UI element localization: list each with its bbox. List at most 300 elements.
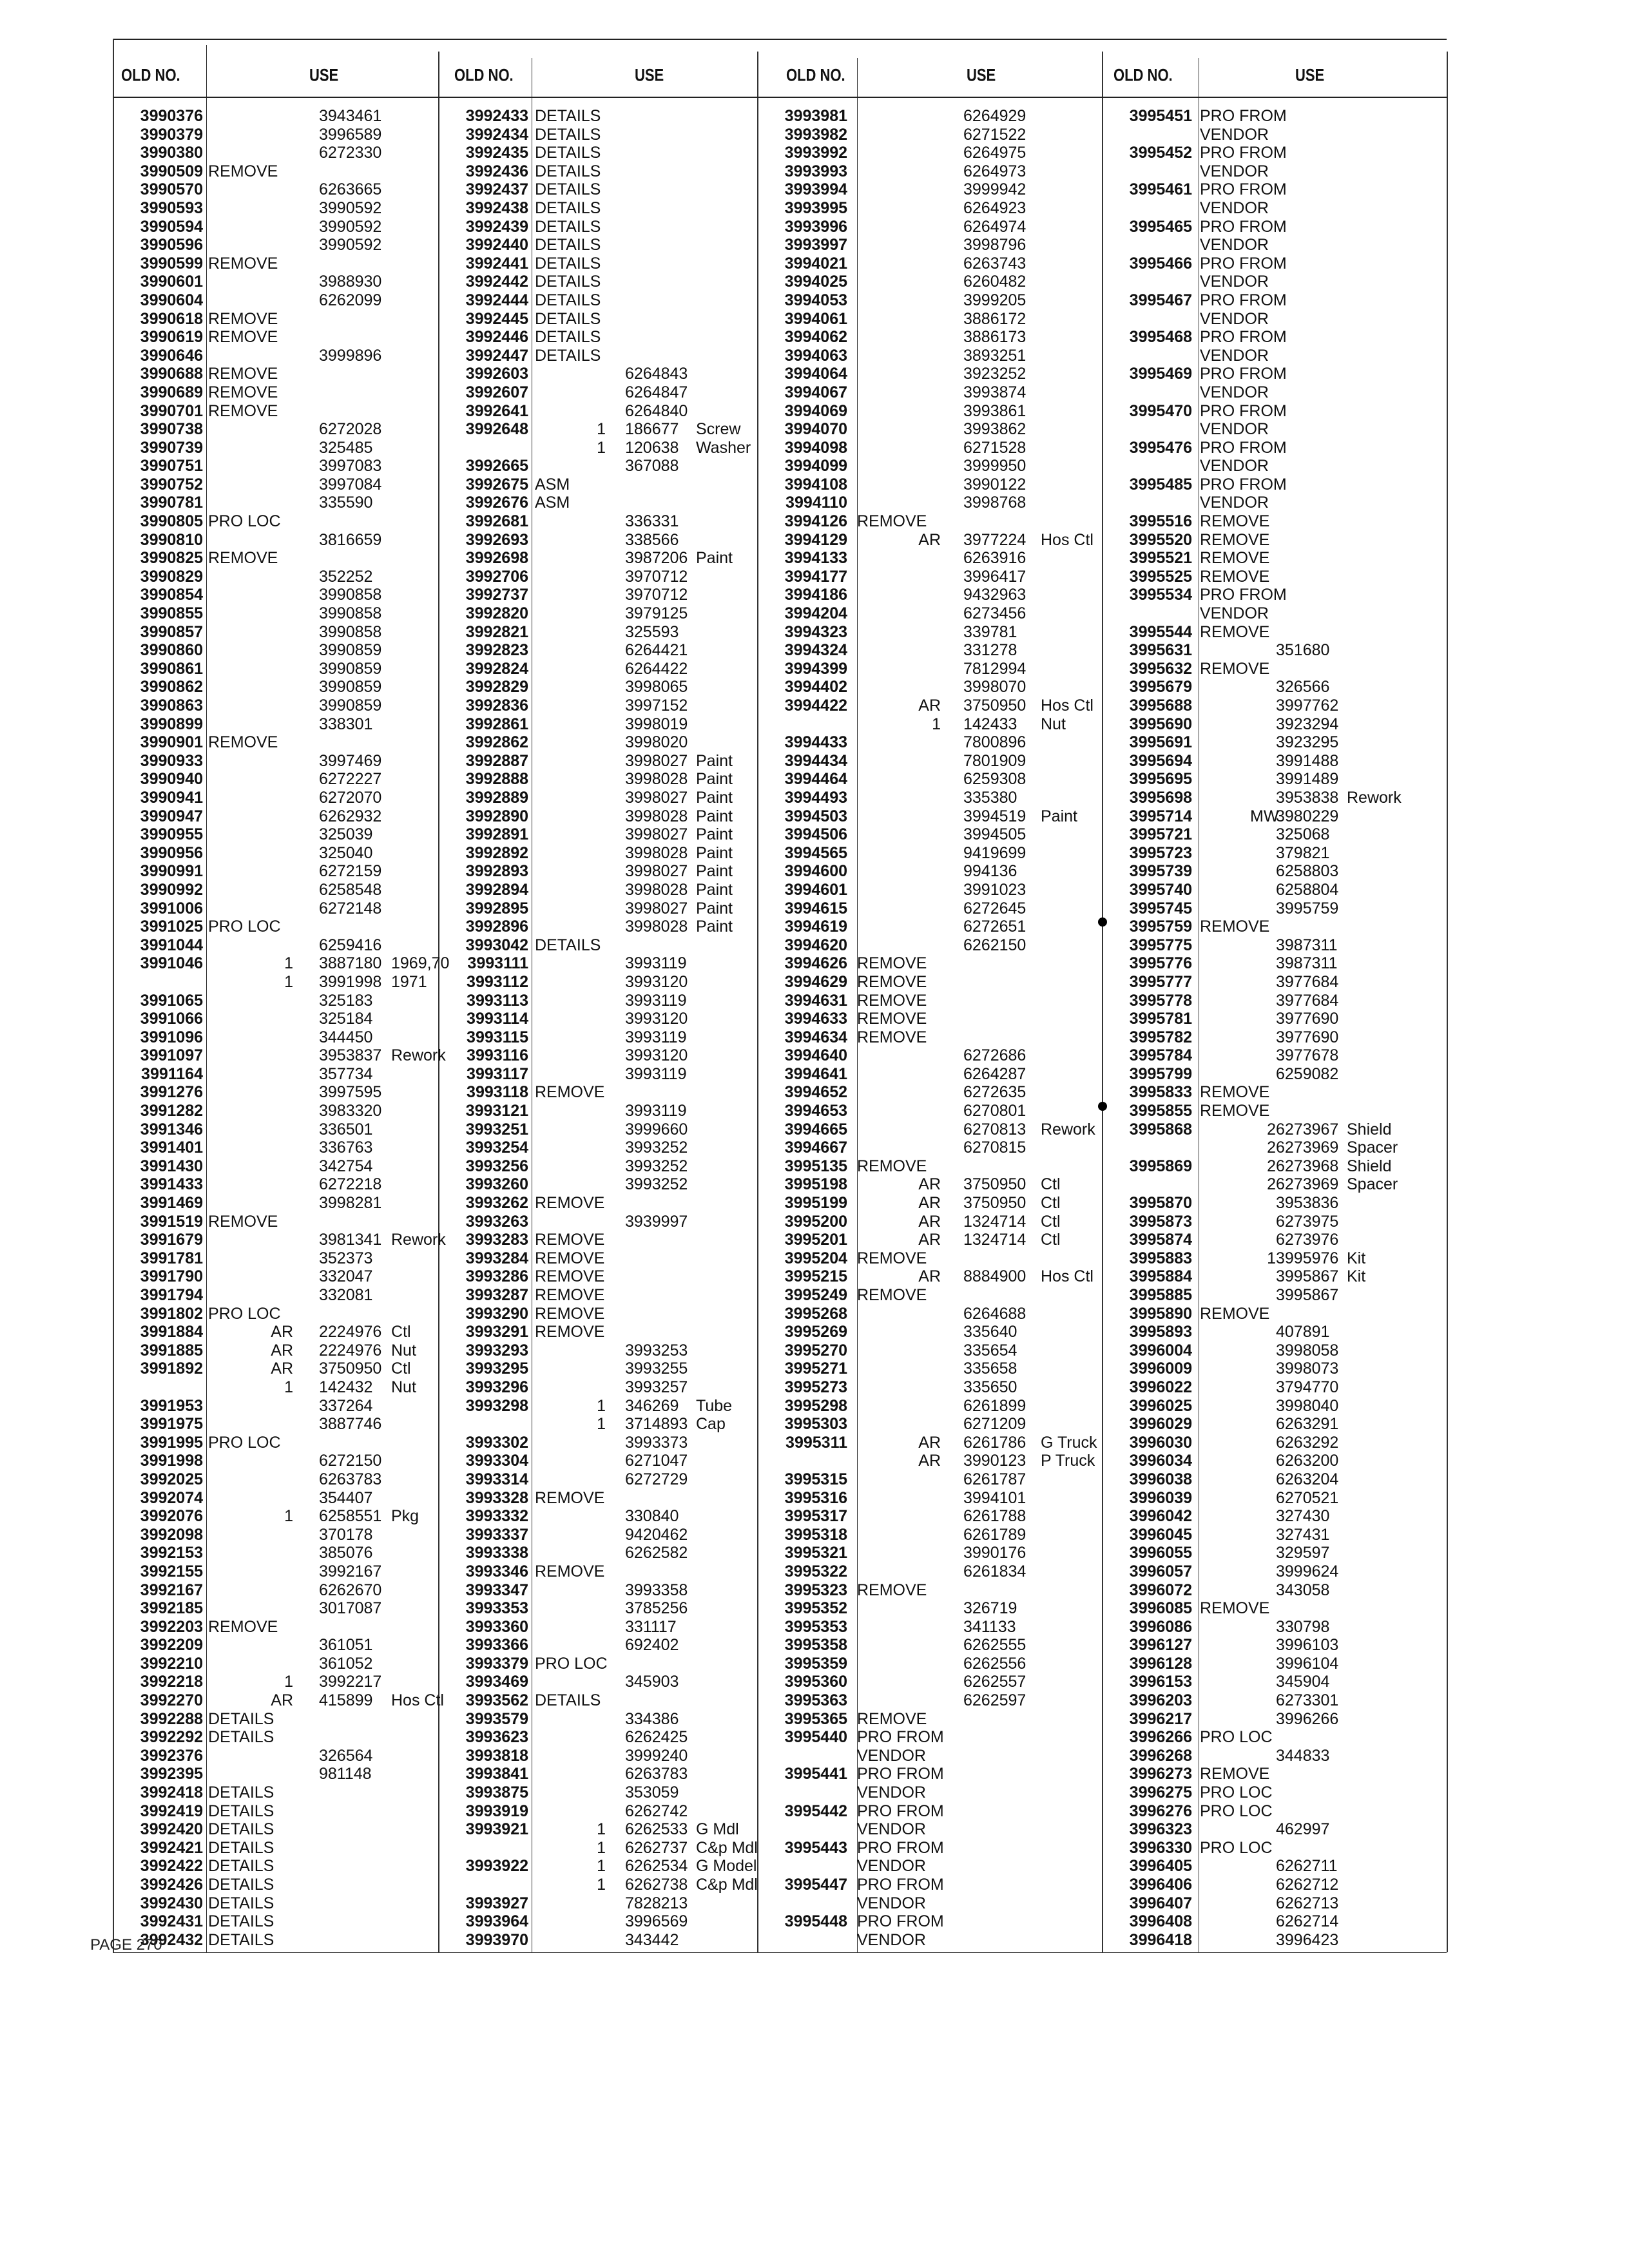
old-number: 3991995 (140, 1433, 203, 1452)
use-number: 3993358 (625, 1581, 688, 1599)
use-number: 6258551 (319, 1507, 382, 1526)
table-row (438, 420, 757, 439)
status-text: PRO FROM (857, 1728, 944, 1747)
status-text: VENDOR (1200, 273, 1269, 291)
use-number: 3953837 (319, 1046, 382, 1065)
table-row (438, 1599, 757, 1618)
old-number: 3992098 (140, 1525, 203, 1544)
table-row (438, 1231, 757, 1249)
table-row (757, 1305, 1102, 1323)
table-row (757, 1213, 1102, 1231)
table-row (113, 236, 438, 255)
old-number: 3994434 (784, 751, 847, 770)
status-text: DETAILS (535, 125, 601, 144)
use-number: 3997595 (319, 1083, 382, 1102)
old-number: 3992422 (140, 1857, 203, 1876)
use-number: 3991998 (319, 972, 382, 991)
table-row (438, 1931, 757, 1950)
table-row (438, 1175, 757, 1194)
use-number: 3998058 (1276, 1341, 1339, 1360)
table-row (757, 1507, 1102, 1526)
table-row (1102, 1102, 1447, 1120)
status-text: PRO FROM (1200, 401, 1287, 420)
use-number: 6260482 (963, 273, 1027, 291)
old-number: 3996275 (1129, 1783, 1192, 1802)
old-number: 3996022 (1129, 1378, 1192, 1396)
table-row (1102, 1120, 1447, 1139)
old-number: 3990933 (140, 751, 203, 770)
note-text: Cap (696, 1415, 726, 1434)
table-row (438, 1286, 757, 1305)
table-row (757, 531, 1102, 550)
table-row (113, 1231, 446, 1249)
old-number: 3995695 (1129, 770, 1192, 789)
old-number: 3995466 (1129, 254, 1192, 273)
table-row (113, 1894, 438, 1913)
quantity: AR (271, 1323, 293, 1341)
use-number: 3993862 (963, 420, 1027, 439)
table-row (438, 1434, 757, 1452)
old-number: 3994399 (784, 659, 847, 678)
note-text: Ctl (391, 1360, 411, 1378)
old-number: 3990955 (140, 825, 203, 844)
use-number: 3977690 (1276, 1028, 1339, 1046)
table-row (1102, 549, 1447, 568)
old-number: 3992376 (140, 1746, 203, 1765)
old-number: 3995688 (1129, 697, 1192, 715)
table-row (757, 623, 1102, 642)
old-number: 3993262 (465, 1194, 528, 1213)
old-number: 3994600 (784, 862, 847, 881)
old-number: 3995353 (784, 1617, 847, 1636)
table-row (1102, 789, 1447, 807)
old-number: 3993304 (465, 1452, 528, 1470)
old-number: 3995778 (1129, 991, 1192, 1010)
old-number: 3994062 (784, 328, 847, 347)
use-number: 3953838 (1276, 788, 1339, 807)
status-text: DETAILS (535, 162, 601, 180)
use-number: 6261899 (963, 1396, 1027, 1415)
table-row (438, 568, 757, 586)
header-underline-1 (113, 97, 438, 98)
note-text: Hos Ctl (1041, 1267, 1094, 1286)
use-number: 6270813 (963, 1120, 1027, 1139)
use-number: 3993119 (625, 991, 687, 1010)
table-row (438, 807, 757, 826)
old-number: 3990594 (140, 217, 203, 236)
table-row (1102, 899, 1447, 918)
table-row (113, 1360, 438, 1378)
old-number: 3993291 (465, 1323, 528, 1341)
header-underline-4 (1102, 97, 1447, 98)
old-number: 3990941 (140, 788, 203, 807)
old-number: 3996268 (1129, 1746, 1192, 1765)
table-row (1102, 494, 1447, 512)
old-number: 3995443 (784, 1838, 847, 1857)
old-number: 3995525 (1129, 567, 1192, 586)
old-number: 3990991 (140, 862, 203, 881)
table-row (1102, 1231, 1447, 1249)
quantity: AR (918, 1194, 941, 1213)
old-number: 3992893 (465, 862, 528, 881)
old-number: 3992442 (465, 273, 528, 291)
table-row (757, 1194, 1102, 1213)
table-row (757, 255, 1102, 273)
note-text: Kit (1347, 1267, 1366, 1286)
old-number: 3992676 (465, 494, 528, 512)
table-row (757, 494, 1102, 512)
table-row (113, 291, 438, 310)
old-number: 3990860 (140, 641, 203, 660)
use-number: 6270815 (963, 1139, 1027, 1157)
table-row (438, 1747, 757, 1765)
old-number: 3990751 (140, 457, 203, 476)
table-row (1102, 568, 1447, 586)
status-text: VENDOR (1200, 346, 1269, 365)
table-row (113, 144, 438, 162)
old-number: 3992888 (465, 770, 528, 789)
table-row (113, 1710, 438, 1729)
old-number: 3995873 (1129, 1212, 1192, 1231)
table-row (438, 660, 757, 678)
table-row (1102, 1249, 1447, 1268)
old-number: 3994667 (784, 1139, 847, 1157)
table-row (113, 1194, 438, 1213)
use-number: 357734 (319, 1064, 373, 1083)
table-row (438, 1857, 757, 1876)
header-underline-3 (757, 97, 1102, 98)
status-text: PRO FROM (857, 1838, 944, 1857)
note-text: Spacer (1347, 1175, 1398, 1194)
table-row (113, 1783, 438, 1802)
old-number: 3995461 (1129, 180, 1192, 199)
use-number: 3993373 (625, 1433, 688, 1452)
old-number: 3991006 (140, 899, 203, 918)
table-row (438, 1267, 757, 1286)
use-number: 3993252 (625, 1175, 688, 1194)
table-row (113, 383, 438, 402)
old-number: 3992210 (140, 1654, 203, 1673)
quantity: 1 (284, 1378, 293, 1396)
table-row (113, 992, 438, 1010)
table-row (438, 1894, 757, 1913)
old-number: 3990863 (140, 697, 203, 715)
old-number: 3992439 (465, 217, 528, 236)
old-number: 3992419 (140, 1802, 203, 1820)
old-number: 3992889 (465, 788, 528, 807)
use-number: 337264 (319, 1396, 373, 1415)
quantity: 2 (1267, 1139, 1276, 1157)
old-number: 3991884 (140, 1323, 203, 1341)
note-text: Hos Ctl (1041, 697, 1094, 715)
old-number: 3992432 (140, 1930, 203, 1949)
use-number: 3990859 (319, 697, 382, 715)
old-number: 3996276 (1129, 1802, 1192, 1820)
table-row (757, 1360, 1102, 1378)
old-number: 3995476 (1129, 438, 1192, 457)
quantity: MW (1250, 807, 1279, 825)
use-number: 3977678 (1276, 1046, 1339, 1065)
old-number: 3995893 (1129, 1323, 1192, 1341)
table-row (438, 733, 757, 752)
use-number: 3977690 (1276, 1010, 1339, 1028)
use-number: 353059 (625, 1783, 679, 1802)
table-row (757, 899, 1102, 918)
use-number: 352373 (319, 1249, 373, 1267)
status-text: PRO FROM (857, 1876, 944, 1894)
old-number: 3991433 (140, 1175, 203, 1194)
status-text: REMOVE (208, 1212, 278, 1231)
old-number: 3991164 (141, 1064, 203, 1083)
table-row (438, 992, 757, 1010)
table-row (1102, 1010, 1447, 1028)
table-row (113, 623, 438, 642)
table-row (113, 918, 438, 936)
table-row (113, 641, 438, 660)
table-row (113, 1544, 438, 1562)
use-number: 3990858 (319, 586, 382, 604)
table-row (438, 1710, 757, 1729)
use-number: 2224976 (319, 1341, 382, 1360)
use-number: 8884900 (963, 1267, 1027, 1286)
old-number: 3996042 (1129, 1507, 1192, 1526)
old-number: 3992607 (465, 383, 528, 401)
status-text: DETAILS (208, 1912, 275, 1931)
use-number: 325068 (1276, 825, 1330, 844)
table-row (1102, 1434, 1447, 1452)
table-row (1102, 1912, 1447, 1931)
table-row (1102, 1820, 1447, 1839)
use-number: 336763 (319, 1139, 373, 1157)
old-number: 3994615 (784, 899, 847, 918)
use-number: 3998027 (625, 788, 688, 807)
old-number: 3990601 (140, 273, 203, 291)
use-number: 3998028 (625, 918, 688, 936)
old-number: 3992665 (465, 457, 528, 476)
table-row (757, 162, 1102, 181)
old-number: 3992447 (465, 346, 528, 365)
use-number: 6273976 (1276, 1231, 1339, 1249)
use-number: 3923295 (1276, 733, 1339, 752)
old-number: 3990956 (140, 843, 203, 862)
old-number: 3992440 (465, 236, 528, 255)
status-text: PRO LOC (1200, 1783, 1273, 1802)
old-number: 3994631 (784, 991, 847, 1010)
table-row (1102, 1839, 1447, 1858)
old-number: 3992203 (140, 1617, 203, 1636)
old-number: 3992681 (465, 512, 528, 531)
table-row (757, 1802, 1102, 1821)
note-text: Hos Ctl (391, 1691, 444, 1710)
status-text: VENDOR (1200, 420, 1269, 439)
table-row (438, 218, 757, 236)
use-number: 6263783 (625, 1765, 688, 1783)
use-number: 6263665 (319, 180, 382, 199)
table-row (1102, 733, 1447, 752)
old-number: 3990752 (140, 475, 203, 494)
table-row (438, 770, 757, 789)
use-number: 336331 (625, 512, 679, 531)
table-row (113, 180, 438, 199)
old-number: 3993287 (465, 1286, 528, 1304)
table-row (438, 862, 757, 881)
use-number: 3017087 (319, 1599, 382, 1618)
status-text: PRO LOC (535, 1654, 608, 1673)
old-number: 3992438 (465, 198, 528, 217)
table-row (438, 180, 757, 199)
use-number: 3977684 (1276, 972, 1339, 991)
old-number: 3995467 (1129, 291, 1192, 309)
table-row (113, 1305, 438, 1323)
quantity: AR (918, 1175, 941, 1194)
use-number: 325183 (319, 991, 373, 1010)
old-number: 3995270 (784, 1341, 847, 1360)
old-number: 3993995 (784, 198, 847, 217)
table-row (757, 1876, 1102, 1894)
old-number: 3993469 (465, 1673, 528, 1691)
old-number: 3995135 (784, 1157, 847, 1175)
old-number: 3995870 (1129, 1194, 1192, 1213)
use-number: 351680 (1276, 641, 1330, 660)
use-number: 385076 (319, 1544, 373, 1562)
col4-use-header: USE (1295, 65, 1325, 85)
table-row (113, 199, 438, 218)
note-text: Tube (696, 1396, 733, 1415)
note-text: Nut (1041, 715, 1066, 733)
table-row (113, 531, 438, 550)
status-text: VENDOR (857, 1783, 926, 1802)
parts-column-2 (438, 107, 757, 1949)
use-number: 6261789 (963, 1525, 1027, 1544)
table-row (113, 1599, 438, 1618)
quantity: 1 (597, 1876, 606, 1894)
status-text: REMOVE (857, 1249, 927, 1267)
old-number: 3990689 (140, 383, 203, 401)
status-text: REMOVE (1200, 549, 1270, 568)
table-row (113, 126, 438, 144)
table-row (1102, 1139, 1447, 1157)
table-row (113, 1857, 438, 1876)
old-number: 3990862 (140, 678, 203, 697)
table-row (1102, 1489, 1447, 1508)
table-row (757, 1175, 1102, 1194)
use-number: 3990858 (319, 622, 382, 641)
use-number: 3998065 (625, 678, 688, 697)
note-text: Hos Ctl (1041, 530, 1094, 549)
old-number: 3990618 (140, 309, 203, 328)
old-number: 3992431 (140, 1912, 203, 1931)
table-row (757, 1691, 1102, 1710)
old-number: 3990940 (140, 770, 203, 789)
col4-old-header: OLD NO. (1113, 65, 1173, 85)
table-row (113, 255, 438, 273)
status-text: VENDOR (1200, 236, 1269, 255)
table-row (1102, 347, 1447, 365)
old-number: 3995679 (1129, 678, 1192, 697)
note-text: Paint (696, 862, 733, 881)
table-row (757, 844, 1102, 863)
use-number: 2224976 (319, 1323, 382, 1341)
old-number: 3996153 (1129, 1673, 1192, 1691)
status-text: REMOVE (208, 162, 278, 180)
note-text: Paint (1041, 807, 1077, 825)
table-row (438, 1544, 757, 1562)
status-text: REMOVE (857, 1581, 927, 1599)
old-number: 3990701 (140, 401, 203, 420)
old-number: 3992218 (140, 1673, 203, 1691)
table-row (1102, 273, 1447, 291)
use-number: 6259416 (319, 936, 382, 954)
use-number: 3970712 (625, 567, 688, 586)
status-text: REMOVE (1200, 530, 1270, 549)
table-row (113, 586, 438, 604)
quantity: 1 (932, 715, 941, 733)
table-row (438, 881, 757, 899)
note-text: 1971 (391, 972, 427, 991)
table-row (757, 1028, 1102, 1047)
status-text: VENDOR (1200, 309, 1269, 328)
old-number: 3995874 (1129, 1231, 1192, 1249)
old-number: 3992074 (140, 1488, 203, 1507)
note-text: Paint (696, 825, 733, 844)
old-number: 3993293 (465, 1341, 528, 1360)
use-number: 6262099 (319, 291, 382, 309)
old-number: 3995632 (1129, 659, 1192, 678)
use-number: 3993253 (625, 1341, 688, 1360)
use-number: 6263783 (319, 1470, 382, 1488)
table-row (438, 623, 757, 642)
old-number: 3993283 (465, 1231, 528, 1249)
old-number: 3992603 (465, 365, 528, 383)
table-row (1102, 881, 1447, 899)
use-number: 3887746 (319, 1415, 382, 1434)
quantity: 1 (597, 1838, 606, 1857)
use-number: 6264287 (963, 1064, 1027, 1083)
old-number: 3995311 (786, 1433, 847, 1452)
use-number: 3987206 (625, 549, 688, 568)
use-number: 325485 (319, 438, 373, 457)
status-text: DETAILS (535, 328, 601, 347)
status-text: REMOVE (1200, 659, 1270, 678)
table-row (757, 770, 1102, 789)
table-row (757, 1912, 1102, 1931)
table-row (757, 126, 1102, 144)
old-number: 3995215 (784, 1267, 847, 1286)
old-number: 3994126 (784, 512, 847, 531)
use-number: 6264840 (625, 401, 688, 420)
old-number: 3995303 (784, 1415, 847, 1434)
status-text: DETAILS (535, 309, 601, 328)
table-row (757, 789, 1102, 807)
table-row (438, 641, 757, 660)
table-row (438, 383, 757, 402)
table-row (438, 1397, 757, 1416)
table-row (757, 604, 1102, 623)
old-number: 3995198 (784, 1175, 847, 1194)
old-number: 3995833 (1129, 1083, 1192, 1102)
table-row (438, 1010, 757, 1028)
use-number: 325184 (319, 1010, 373, 1028)
old-number: 3995315 (784, 1470, 847, 1488)
old-number: 3994061 (784, 309, 847, 328)
status-text: REMOVE (1200, 1102, 1270, 1120)
old-number: 3994641 (784, 1064, 847, 1083)
table-row (113, 1065, 438, 1084)
old-number: 3993982 (784, 125, 847, 144)
use-number: 3994101 (963, 1488, 1027, 1507)
table-row (757, 1157, 1102, 1176)
col3-old-header: OLD NO. (786, 65, 845, 85)
